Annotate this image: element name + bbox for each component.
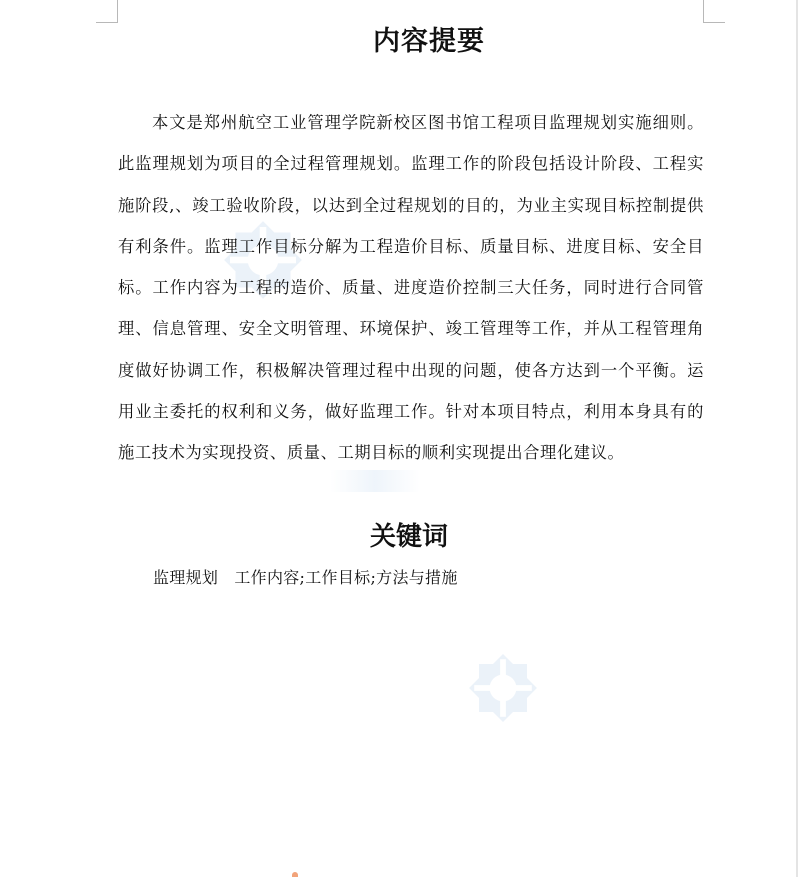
abstract-paragraph: 本文是郑州航空工业管理学院新校区图书馆工程项目监理规划实施细则。此监理规划为项目的全过程管理规划。监理工作的阶段包括设计阶段、工程实施阶段,、竣工验收阶段，以达到全过程规划的目的，为业主实现目标控制提供有利条件。监理工作目标分解为工程造价目标、质量目标、进度目标、安全目标。工作内容为工程的造价、质量、进度造价控制三大任务，同时进行合同管理、信息管理、安全文明管理、环境保护、竣工管理等工作，并从工程管理角度做好协调工作，积极解决管理过程中出现的问题，使各方达到一个平衡。运用业主委托的权利和义务，做好监理工作。针对本项目特点，利用本身具有的施工技术为实现投资、质量、工期目标的顺利实现提出合理化建议。	[118, 113, 704, 463]
crop-mark-top-left	[96, 0, 118, 23]
crop-mark-top-right	[703, 0, 725, 23]
keywords-text: 监理规划 工作内容;工作目标;方法与措施	[153, 568, 458, 587]
keywords-heading: 关键词	[369, 522, 448, 552]
watermark-logo-icon	[455, 640, 551, 740]
page-bottom-mark	[292, 872, 298, 877]
page-title: 内容提要	[373, 26, 485, 57]
